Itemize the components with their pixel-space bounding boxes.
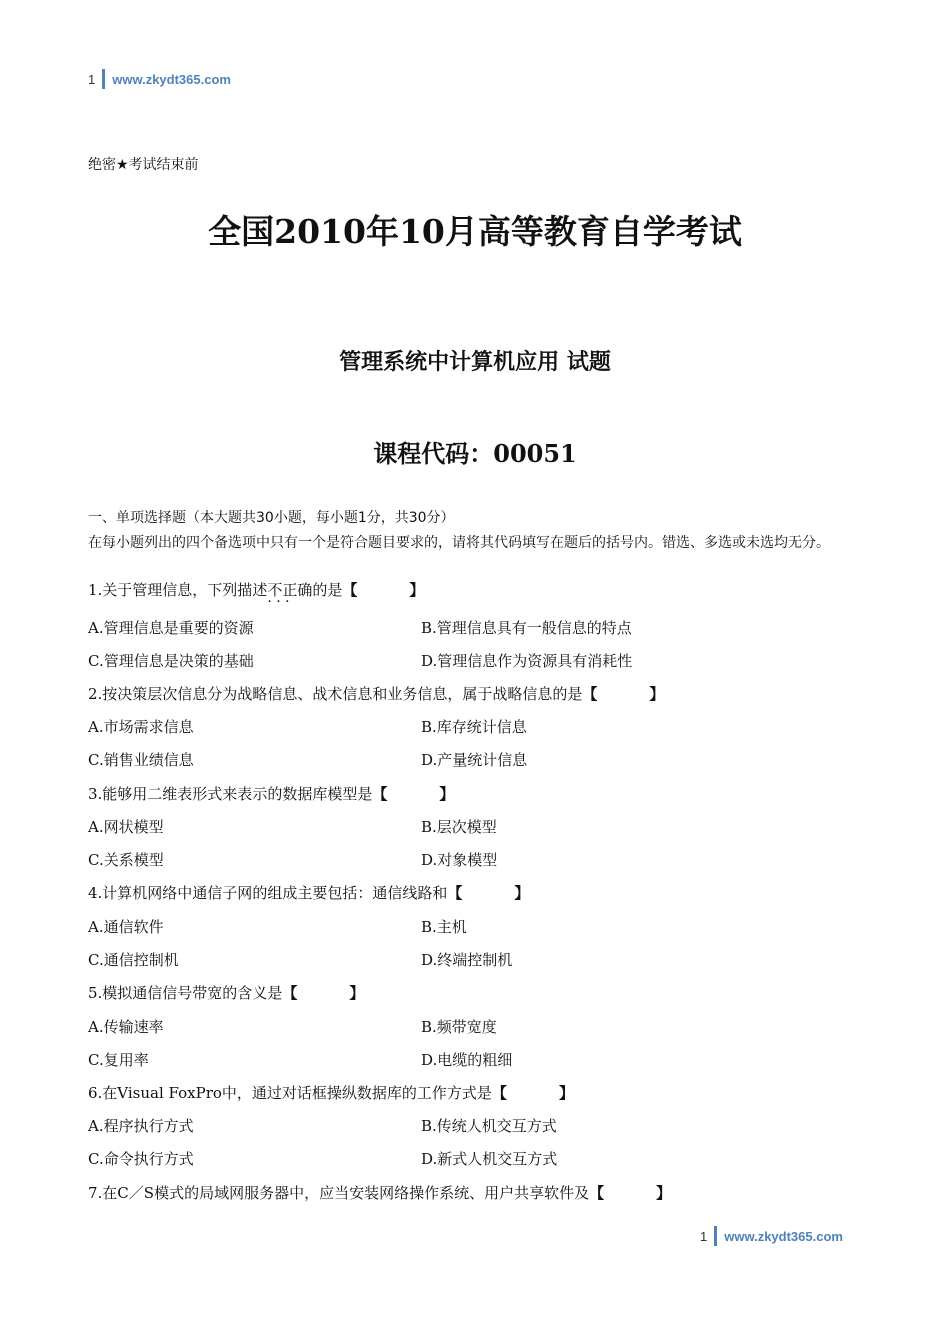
question-stem-end: 的是 (312, 581, 343, 599)
question-4 (88, 882, 529, 903)
answer-bracket-close: 】 (409, 581, 425, 599)
question-stem: 4.计算机网络中通信子网的组成主要包括：通信线路和 (88, 884, 448, 902)
option-d: D.电缆的粗细 (421, 1051, 513, 1069)
option-d: D.对象模型 (421, 851, 498, 869)
page-header (88, 69, 231, 89)
question-stem: 7.在C／S模式的局域网服务器中，应当安装网络操作系统、用户共享软件及 (88, 1184, 590, 1202)
exam-title: 全国2010年10月高等教育自学考试 (208, 212, 742, 251)
option-d: D.新式人机交互方式 (421, 1150, 558, 1168)
answer-bracket-close: 】 (514, 884, 530, 902)
option-c: C.复用率 (88, 1051, 149, 1069)
option-c: C.销售业绩信息 (88, 751, 194, 769)
question-stem: 3.能够用二维表形式来表示的数据库模型是 (88, 785, 373, 803)
header-site-link[interactable]: www.zkydt365.com (112, 71, 231, 87)
option-b: B.管理信息具有一般信息的特点 (421, 619, 632, 637)
section-heading: 一、单项选择题（本大题共30小题，每小题1分，共30分） (88, 510, 455, 526)
option-a: A.通信软件 (88, 918, 164, 936)
header-divider (102, 69, 105, 89)
question-stem: 6.在Visual FoxPro中，通过对话框操纵数据库的工作方式是 (88, 1084, 492, 1102)
footer-divider (714, 1226, 717, 1246)
answer-bracket-open: 【 (491, 1084, 507, 1102)
option-a: A.市场需求信息 (88, 718, 194, 736)
question-7 (88, 1182, 671, 1203)
option-c: C.通信控制机 (88, 951, 179, 969)
question-stem: 1.关于管理信息，下列描述 (88, 581, 268, 599)
option-c: C.管理信息是决策的基础 (88, 652, 254, 670)
question-6 (88, 1082, 574, 1103)
answer-bracket-close: 】 (656, 1184, 672, 1202)
option-a: A.传输速率 (88, 1018, 164, 1036)
option-b: B.库存统计信息 (421, 718, 527, 736)
option-a: A.程序执行方式 (88, 1117, 194, 1135)
answer-bracket-open: 【 (589, 1184, 605, 1202)
section-instruction: 在每小题列出的四个备选项中只有一个是符合题目要求的，请将其代码填写在题后的括号内。错选、多选或未选均无分。 (88, 535, 830, 551)
question-3 (88, 783, 454, 804)
question-stem: 2.按决策层次信息分为战略信息、战术信息和业务信息，属于战略信息的是 (88, 685, 583, 703)
question-1 (88, 579, 424, 600)
secret-label: 绝密★考试结束前 (88, 157, 199, 173)
option-c: C.命令执行方式 (88, 1150, 194, 1168)
answer-bracket-open: 【 (282, 984, 298, 1002)
option-b: B.频带宽度 (421, 1018, 497, 1036)
question-emphasis: 不正确 · · · (267, 581, 312, 599)
question-5 (88, 982, 364, 1003)
option-d: D.终端控制机 (421, 951, 513, 969)
footer-page-number: 1 (700, 1228, 708, 1244)
option-d: D.管理信息作为资源具有消耗性 (421, 652, 633, 670)
answer-bracket-close: 】 (439, 785, 455, 803)
exam-subtitle: 管理系统中计算机应用 试题 (339, 350, 611, 375)
answer-bracket-open: 【 (372, 785, 388, 803)
answer-bracket-open: 【 (582, 685, 598, 703)
footer-site-link[interactable]: www.zkydt365.com (724, 1228, 843, 1244)
question-stem: 5.模拟通信信号带宽的含义是 (88, 984, 283, 1002)
question-2 (88, 683, 664, 704)
option-b: B.主机 (421, 918, 467, 936)
option-a: A.管理信息是重要的资源 (88, 619, 254, 637)
answer-bracket-open: 【 (342, 581, 358, 599)
page-footer (700, 1226, 843, 1246)
answer-bracket-close: 】 (558, 1084, 574, 1102)
option-a: A.网状模型 (88, 818, 164, 836)
answer-bracket-open: 【 (447, 884, 463, 902)
option-c: C.关系模型 (88, 851, 164, 869)
option-d: D.产量统计信息 (421, 751, 528, 769)
header-page-number: 1 (88, 71, 96, 87)
option-b: B.传统人机交互方式 (421, 1117, 557, 1135)
answer-bracket-close: 】 (649, 685, 665, 703)
option-b: B.层次模型 (421, 818, 497, 836)
course-code: 课程代码：00051 (373, 439, 577, 468)
answer-bracket-close: 】 (349, 984, 365, 1002)
